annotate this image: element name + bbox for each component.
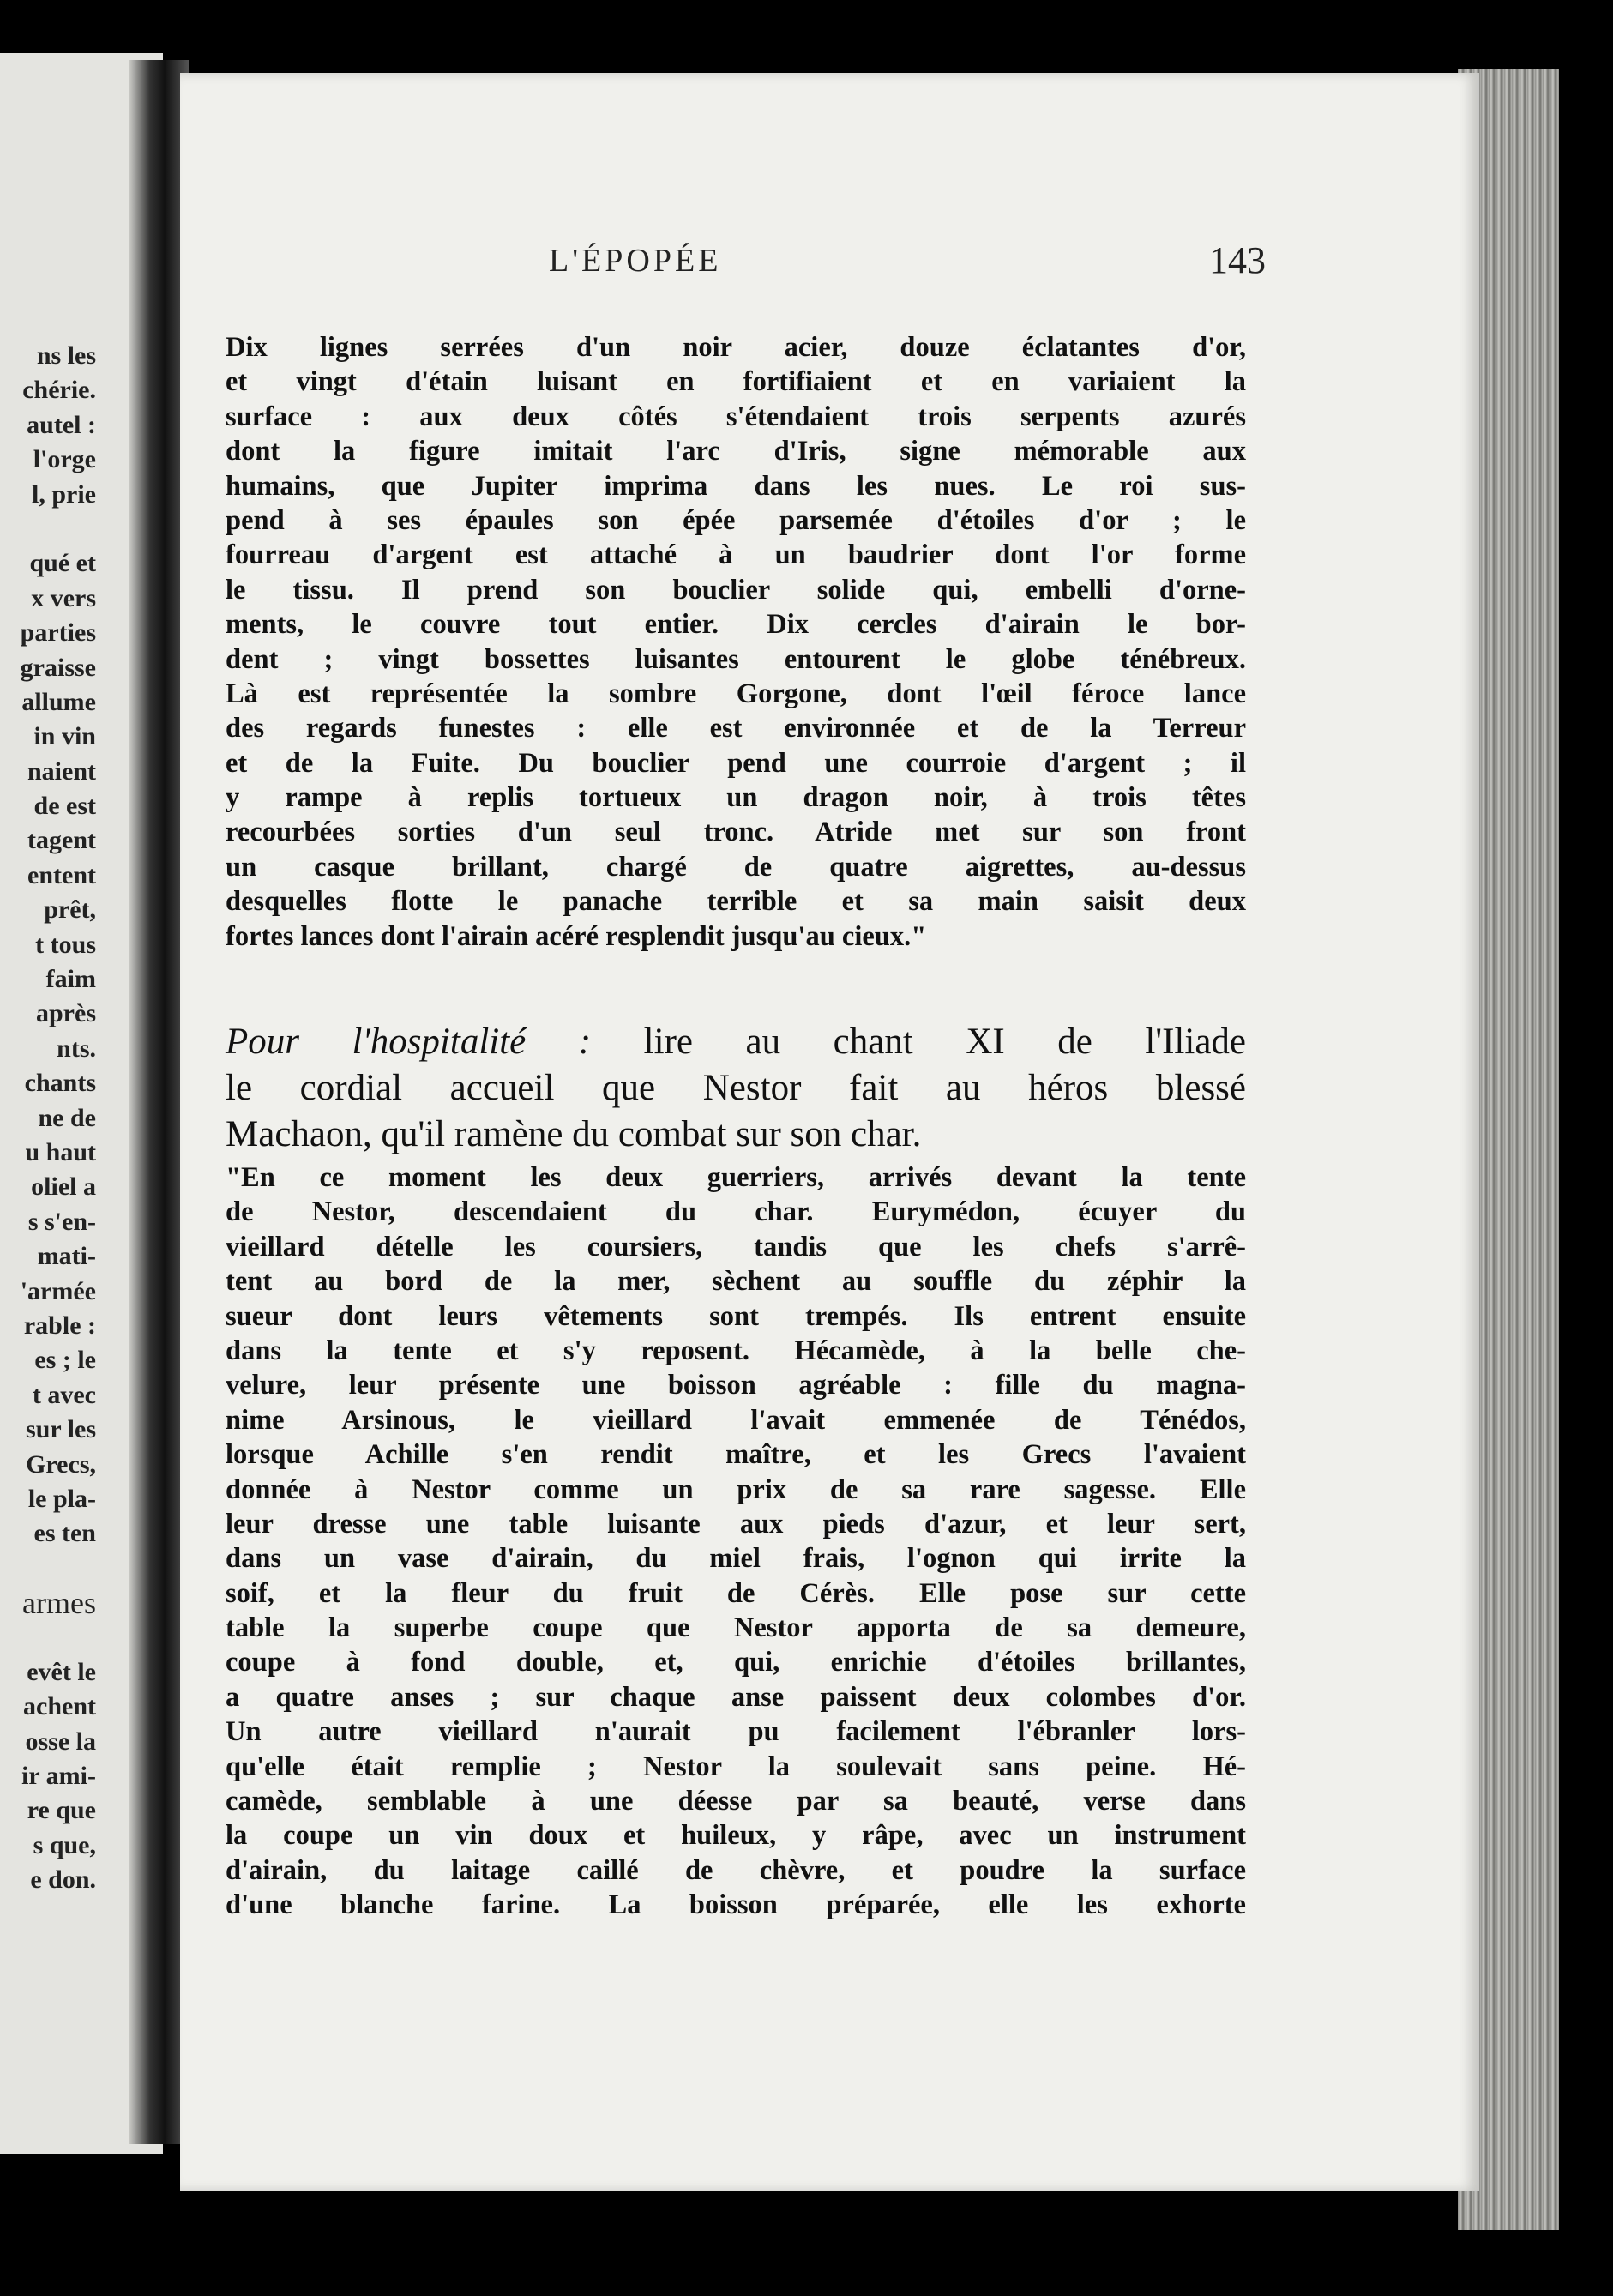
text-line — [0, 512, 96, 546]
subheading-line: le cordial accueil que Nestor fait au héros blessé — [226, 1068, 1246, 1108]
text-line: qué et — [29, 549, 96, 578]
facing-page-text — [0, 339, 96, 1898]
text-line: u haut — [25, 1137, 96, 1166]
text-line: mati- — [37, 1242, 96, 1271]
text-line: lorsque Achille s'en rendit maître, et les Grecs l'avaient — [226, 1439, 1246, 1471]
text-line: y rampe à replis tortueux un dragon noir, à trois têtes — [226, 782, 1246, 814]
text-line: osse la — [25, 1727, 96, 1756]
text-line: humains, que Jupiter imprima dans les nues. Le roi sus- — [226, 470, 1246, 502]
text-line: l'orge — [33, 445, 96, 474]
text-line: surface : aux deux côtés s'étendaient trois serpents azurés — [226, 401, 1246, 432]
text-line: fourreau d'argent est attaché à un baudrier dont l'or forme — [226, 539, 1246, 571]
text-line: x vers — [31, 583, 96, 612]
text-line: Un autre vieillard n'aurait pu facilement l'ébranler lors- — [226, 1716, 1246, 1748]
text-line: et vingt d'étain luisant en fortifiaient et en variaient la — [226, 366, 1246, 398]
text-line: qu'elle était remplie ; Nestor la soulevait sans peine. Hé- — [226, 1751, 1246, 1782]
text-line: armes — [22, 1586, 96, 1621]
text-line: chérie. — [22, 376, 96, 405]
text-line: l, prie — [32, 479, 96, 509]
text-line: d'une blanche farine. La boisson préparée, elle les exhorte — [226, 1889, 1246, 1921]
text-line: camède, semblable à une déesse par sa beauté, verse dans — [226, 1786, 1246, 1817]
text-line: nts. — [57, 1034, 96, 1063]
text-line: ir ami- — [21, 1762, 96, 1791]
text-line: après — [36, 999, 96, 1028]
text-line: pend à ses épaules son épée parsemée d'étoiles d'or ; le — [226, 504, 1246, 536]
text-line: s que, — [33, 1830, 96, 1859]
text-line: a quatre anses ; sur chaque anse paissent deux colombes d'or. — [226, 1681, 1246, 1713]
text-line: allume — [21, 687, 96, 716]
text-line: donnée à Nestor comme un prix de sa rare sagesse. Elle — [226, 1473, 1246, 1505]
text-line: t tous — [35, 930, 96, 959]
text-line: recourbées sorties d'un seul tronc. Atride met sur son front — [226, 817, 1246, 848]
text-line: dent ; vingt bossettes luisantes entourent le globe ténébreux. — [226, 643, 1246, 675]
text-line: Grecs, — [26, 1449, 96, 1479]
text-line: graisse — [20, 653, 96, 682]
text-line: tent au bord de la mer, sèchent au souffle du zéphir la — [226, 1266, 1246, 1298]
page-number: 143 — [1209, 239, 1266, 281]
text-line: vieillard dételle les coursiers, tandis que les chefs s'arrê- — [226, 1231, 1246, 1262]
text-line: re que — [27, 1796, 96, 1825]
text-line: entent — [27, 860, 96, 889]
text-line: s s'en- — [27, 1207, 96, 1236]
text-line: dans la tente et s'y reposent. Hécamède, à la belle che- — [226, 1335, 1246, 1366]
text-line: 'armée — [20, 1276, 96, 1305]
subheading-line — [226, 1019, 1246, 1065]
text-line: parties — [20, 618, 96, 648]
text-line: soif, et la fleur du fruit de Cérès. Elle pose sur cette — [226, 1577, 1246, 1609]
text-line: le tissu. Il prend son bouclier solide qui, embelli d'orne- — [226, 574, 1246, 606]
subheading-line: Machaon, qu'il ramène du combat sur son char. — [226, 1114, 922, 1154]
subheading-line1-rest: lire au chant XI de l'Iliade — [591, 1021, 1246, 1062]
text-line — [0, 1552, 96, 1586]
text-line: prêt, — [44, 895, 96, 925]
subheading-lead: Pour l'hospitalité : — [226, 1021, 592, 1062]
text-line: Dix lignes serrées d'un noir acier, douze éclatantes d'or, — [226, 332, 1246, 363]
text-line: achent — [23, 1692, 96, 1721]
text-line: ments, le couvre tout entier. Dix cercles d'airain le bor- — [226, 609, 1246, 641]
text-line: autel : — [27, 410, 96, 439]
text-line: ns les — [36, 341, 96, 370]
background-edge — [1559, 0, 1613, 2296]
text-line: sueur dont leurs vêtements sont trempés. Ils entrent ensuite — [226, 1300, 1246, 1332]
text-line: et de la Fuite. Du bouclier pend une courroie d'argent ; il — [226, 747, 1246, 779]
text-line: des regards funestes : elle est environnée et de la Terreur — [226, 713, 1246, 744]
text-line: sur les — [26, 1415, 96, 1444]
text-line: "En ce moment les deux guerriers, arrivés devant la tente — [226, 1162, 1246, 1193]
subheading-hospitality — [226, 1019, 1246, 1158]
text-line: velure, leur présente une boisson agréable : fille du magna- — [226, 1370, 1246, 1401]
text-line: oliel a — [31, 1172, 96, 1202]
text-line: dont la figure imitait l'arc d'Iris, signe mémorable aux — [226, 436, 1246, 467]
text-line: le pla- — [27, 1484, 96, 1513]
text-line: ne de — [38, 1103, 96, 1132]
text-line: dans un vase d'airain, du miel frais, l'ognon qui irrite la — [226, 1543, 1246, 1575]
text-line — [0, 1620, 96, 1654]
text-line: coupe à fond double, et, qui, enrichie d'étoiles brillantes, — [226, 1647, 1246, 1678]
paragraph-nestor-hospitality — [226, 1160, 1246, 1923]
text-line: chants — [24, 1069, 96, 1098]
text-line: de Nestor, descendaient du char. Eurymédon, écuyer du — [226, 1196, 1246, 1228]
text-line: es ; le — [34, 1346, 96, 1375]
text-line: evêt le — [27, 1657, 96, 1686]
text-line: nime Arsinous, le vieillard l'avait emmenée de Ténédos, — [226, 1404, 1246, 1436]
running-head: L'ÉPOPÉE — [549, 243, 722, 279]
text-line: la coupe un vin doux et huileux, y râpe, avec un instrument — [226, 1820, 1246, 1852]
text-line: de est — [33, 792, 96, 821]
text-line: faim — [45, 965, 96, 994]
text-line: es ten — [33, 1519, 96, 1548]
text-line: t avec — [32, 1380, 96, 1409]
text-line: e don. — [30, 1865, 96, 1895]
text-line: d'airain, du laitage caillé de chèvre, et poudre la surface — [226, 1854, 1246, 1886]
paragraph-armor-description — [226, 330, 1246, 954]
text-line: Là est représentée la sombre Gorgone, dont l'œil féroce lance — [226, 678, 1246, 709]
text-line: table la superbe coupe que Nestor apporta de sa demeure, — [226, 1612, 1246, 1644]
text-line: rable : — [23, 1311, 96, 1340]
text-line: leur dresse une table luisante aux pieds d'azur, et leur sert, — [226, 1508, 1246, 1540]
text-line: un casque brillant, chargé de quatre aigrettes, au-dessus — [226, 851, 1246, 883]
text-line: in vin — [33, 722, 96, 751]
text-line: naient — [27, 756, 96, 786]
text-line: fortes lances dont l'airain acéré resplendit jusqu'au cieux." — [226, 920, 927, 952]
text-line: tagent — [27, 826, 96, 855]
text-line: desquelles flotte le panache terrible et sa main saisit deux — [226, 886, 1246, 918]
